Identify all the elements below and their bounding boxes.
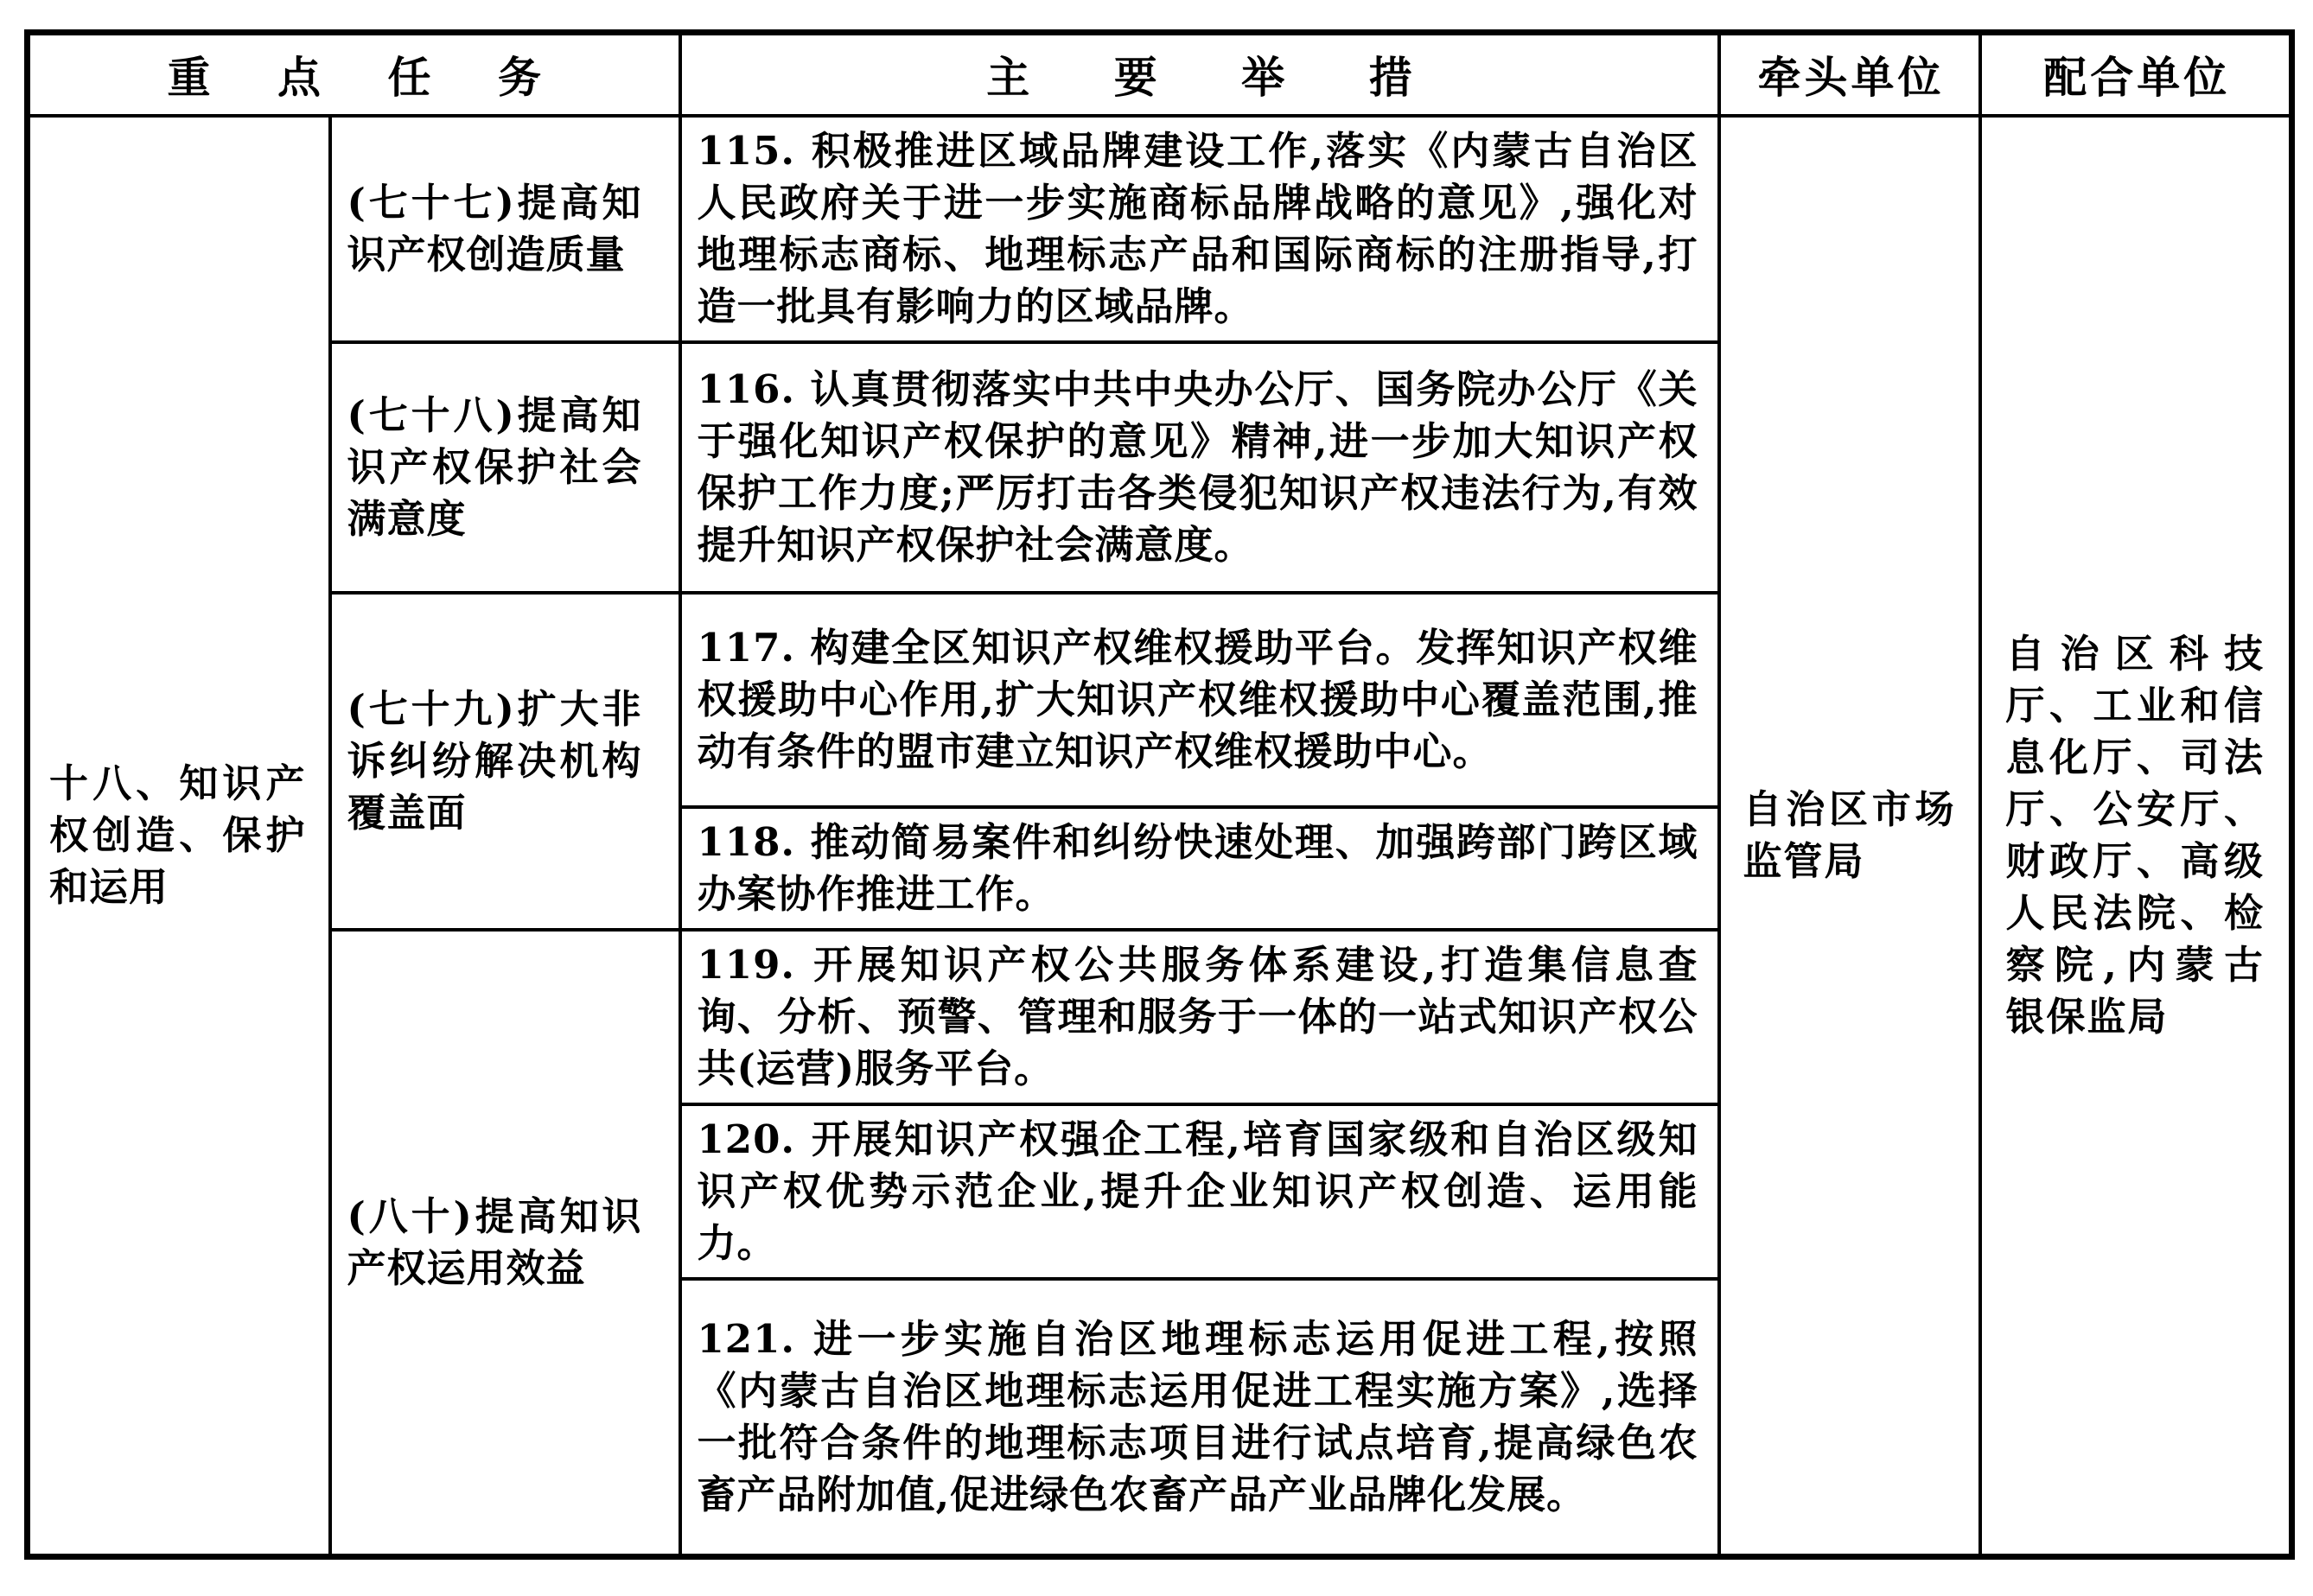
measure-cell-115: 115. 积极推进区域品牌建设工作,落实《内蒙古自治区人民政府关于进一步实施商标品牌战略的意见》,强化对地理标志商标、地理标志产品和国际商标的注册指导,打造一批具有影响力的区域品牌。 (680, 116, 1719, 342)
measure-cell-116: 116. 认真贯彻落实中共中央办公厅、国务院办公厅《关于强化知识产权保护的意见》精神,进一步加大知识产权保护工作力度;严厉打击各类侵犯知识产权违法行为,有效提升知识产权保护社会满意度。 (680, 342, 1719, 593)
task-cell-80: (八十)提高知识产权运用效益 (330, 930, 680, 1557)
measure-cell-121: 121. 进一步实施自治区地理标志运用促进工程,按照《内蒙古自治区地理标志运用促进工程实施方案》,选择一批符合条件的地理标志项目进行试点培育,提高绿色农畜产品附加值,促进绿色农畜产品产业品牌化发展。 (680, 1279, 1719, 1557)
support-units-cell: 自治区科技厅、工业和信息化厅、司法厅、公安厅、财政厅、高级人民法院、检察院,内蒙古银保监局 (1980, 116, 2292, 1557)
table-row-measure-115 (28, 116, 2292, 342)
measure-cell-118: 118. 推动简易案件和纠纷快速处理、加强跨部门跨区域办案协作推进工作。 (680, 807, 1719, 930)
measure-cell-119: 119. 开展知识产权公共服务体系建设,打造集信息查询、分析、预警、管理和服务于一体的一站式知识产权公共(运营)服务平台。 (680, 930, 1719, 1104)
task-group-cell: 十八、知识产权创造、保护和运用 (28, 116, 330, 1557)
header-key-tasks: 重点任务 (28, 33, 680, 116)
task-cell-79: (七十九)扩大非诉纠纷解决机构覆盖面 (330, 593, 680, 930)
task-cell-77: (七十七)提高知识产权创造质量 (330, 116, 680, 342)
header-lead-unit: 牵头单位 (1719, 33, 1980, 116)
table-header-row (28, 33, 2292, 116)
task-cell-78: (七十八)提高知识产权保护社会满意度 (330, 342, 680, 593)
work-plan-table (24, 29, 2295, 1560)
lead-unit-cell: 自治区市场监管局 (1719, 116, 1980, 1557)
measure-cell-120: 120. 开展知识产权强企工程,培育国家级和自治区级知识产权优势示范企业,提升企业知识产权创造、运用能力。 (680, 1104, 1719, 1279)
header-main-measures: 主要举措 (680, 33, 1719, 116)
measure-cell-117: 117. 构建全区知识产权维权援助平台。发挥知识产权维权援助中心作用,扩大知识产权维权援助中心覆盖范围,推动有条件的盟市建立知识产权维权援助中心。 (680, 593, 1719, 807)
header-support-unit: 配合单位 (1980, 33, 2292, 116)
